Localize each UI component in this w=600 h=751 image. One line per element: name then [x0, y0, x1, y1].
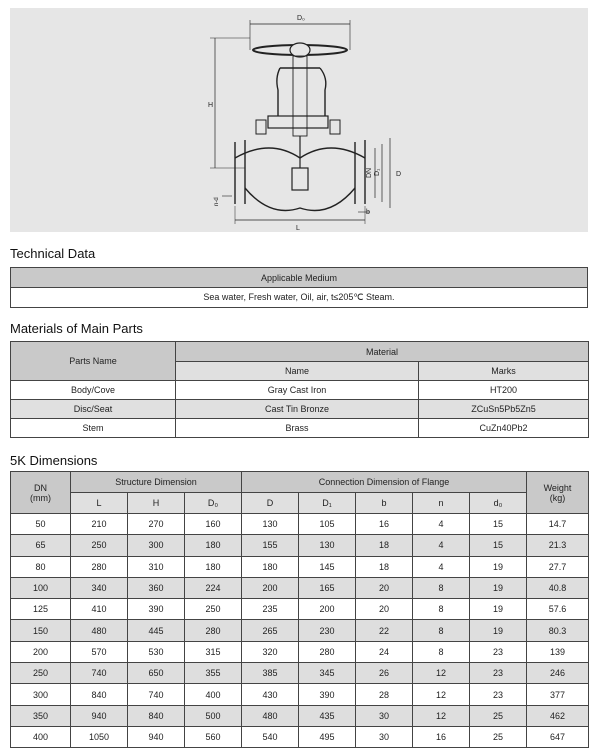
table-cell: 19 — [470, 556, 527, 577]
table-row — [11, 599, 589, 620]
table-cell: 16 — [356, 514, 413, 535]
table-cell: 462 — [527, 705, 589, 726]
label-d0: D₀ — [297, 15, 305, 22]
weight-header — [527, 472, 589, 514]
table-cell: 18 — [356, 556, 413, 577]
technical-data-title: Technical Data — [10, 246, 96, 261]
table-cell: 430 — [242, 684, 299, 705]
table-cell: 12 — [413, 663, 470, 684]
dimensions-title: 5K Dimensions — [10, 453, 98, 468]
table-row — [11, 641, 589, 662]
table-row — [11, 620, 589, 641]
weight-label: Weight — [543, 482, 572, 493]
col-header-b: b — [356, 493, 413, 514]
table-cell: 840 — [71, 684, 128, 705]
table-cell: 300 — [128, 535, 185, 556]
table-cell: 40.8 — [527, 577, 589, 598]
table-cell: 150 — [11, 620, 71, 641]
table-cell: 530 — [128, 641, 185, 662]
table-cell: 18 — [356, 535, 413, 556]
table-cell: 26 — [356, 663, 413, 684]
col-header-d-hole: d₀ — [470, 493, 527, 514]
marks-cell: CuZn40Pb2 — [419, 419, 589, 438]
structure-dimension-header: Structure Dimension — [71, 472, 242, 493]
table-cell: 19 — [470, 577, 527, 598]
table-cell: 25 — [470, 705, 527, 726]
table-cell: 15 — [470, 514, 527, 535]
table-row — [11, 684, 589, 705]
valve-drawing — [10, 8, 588, 232]
table-cell: 20 — [356, 577, 413, 598]
material-name-header: Name — [176, 362, 419, 381]
table-cell: 320 — [242, 641, 299, 662]
table-cell: 500 — [185, 705, 242, 726]
table-cell: 22 — [356, 620, 413, 641]
label-h: H — [208, 102, 214, 109]
table-cell: 435 — [299, 705, 356, 726]
table-row — [11, 556, 589, 577]
materials-table — [10, 341, 589, 438]
table-cell: 1050 — [71, 726, 128, 747]
table-cell: 14.7 — [527, 514, 589, 535]
table-cell: 155 — [242, 535, 299, 556]
weight-unit: (kg) — [549, 492, 566, 503]
part-cell: Disc/Seat — [11, 400, 176, 419]
valve-drawing-svg — [10, 8, 588, 232]
table-cell: 740 — [128, 684, 185, 705]
col-header-d1: D₁ — [299, 493, 356, 514]
table-cell: 19 — [470, 599, 527, 620]
table-cell: 315 — [185, 641, 242, 662]
table-cell: 8 — [413, 577, 470, 598]
table-cell: 570 — [71, 641, 128, 662]
table-row — [11, 663, 589, 684]
table-row — [11, 514, 589, 535]
table-cell: 25 — [470, 726, 527, 747]
table-cell: 139 — [527, 641, 589, 662]
marks-cell: HT200 — [419, 381, 589, 400]
table-cell: 100 — [11, 577, 71, 598]
table-row — [11, 705, 589, 726]
table-cell: 360 — [128, 577, 185, 598]
label-dn: DN — [366, 167, 373, 178]
material-header: Material — [176, 342, 589, 362]
table-cell: 246 — [527, 663, 589, 684]
table-cell: 180 — [185, 556, 242, 577]
name-cell: Brass — [176, 419, 419, 438]
table-row — [11, 577, 589, 598]
table-cell: 180 — [242, 556, 299, 577]
table-cell: 105 — [299, 514, 356, 535]
col-header-h: H — [128, 493, 185, 514]
table-cell: 350 — [11, 705, 71, 726]
table-cell: 377 — [527, 684, 589, 705]
table-cell: 740 — [71, 663, 128, 684]
table-cell: 8 — [413, 641, 470, 662]
table-cell: 385 — [242, 663, 299, 684]
parts-name-header: Parts Name — [11, 342, 176, 381]
table-cell: 8 — [413, 620, 470, 641]
label-l: L — [296, 225, 300, 232]
label-d1: D₁ — [374, 168, 381, 176]
table-cell: 940 — [71, 705, 128, 726]
table-cell: 480 — [71, 620, 128, 641]
table-cell: 4 — [413, 514, 470, 535]
dimensions-table — [10, 471, 589, 748]
table-cell: 210 — [71, 514, 128, 535]
table-cell: 250 — [71, 535, 128, 556]
table-cell: 445 — [128, 620, 185, 641]
table-cell: 560 — [185, 726, 242, 747]
label-d: D — [396, 171, 402, 178]
table-cell: 410 — [71, 599, 128, 620]
table-cell: 165 — [299, 577, 356, 598]
table-cell: 495 — [299, 726, 356, 747]
table-cell: 12 — [413, 684, 470, 705]
table-cell: 23 — [470, 684, 527, 705]
table-cell: 57.6 — [527, 599, 589, 620]
table-cell: 4 — [413, 556, 470, 577]
table-cell: 300 — [11, 684, 71, 705]
technical-data-table — [10, 267, 588, 308]
table-cell: 160 — [185, 514, 242, 535]
table-cell: 345 — [299, 663, 356, 684]
table-cell: 145 — [299, 556, 356, 577]
table-cell: 27.7 — [527, 556, 589, 577]
marks-cell: ZCuSn5Pb5Zn5 — [419, 400, 589, 419]
table-cell: 8 — [413, 599, 470, 620]
table-cell: 280 — [299, 641, 356, 662]
table-cell: 250 — [11, 663, 71, 684]
table-cell: 200 — [299, 599, 356, 620]
table-cell: 355 — [185, 663, 242, 684]
table-cell: 16 — [413, 726, 470, 747]
name-cell: Gray Cast Iron — [176, 381, 419, 400]
col-header-l: L — [71, 493, 128, 514]
col-header-d0: D₀ — [185, 493, 242, 514]
table-row — [11, 535, 589, 556]
table-cell: 480 — [242, 705, 299, 726]
material-marks-header: Marks — [419, 362, 589, 381]
table-row — [11, 381, 589, 400]
table-cell: 30 — [356, 705, 413, 726]
applicable-medium-value: Sea water, Fresh water, Oil, air, t≤205℃ Steam. — [11, 288, 588, 308]
table-cell: 650 — [128, 663, 185, 684]
table-cell: 250 — [185, 599, 242, 620]
table-cell: 125 — [11, 599, 71, 620]
table-cell: 400 — [11, 726, 71, 747]
table-cell: 400 — [185, 684, 242, 705]
table-cell: 80 — [11, 556, 71, 577]
part-cell: Body/Cove — [11, 381, 176, 400]
table-cell: 840 — [128, 705, 185, 726]
table-cell: 24 — [356, 641, 413, 662]
dn-label: DN — [34, 482, 47, 493]
table-cell: 23 — [470, 663, 527, 684]
flange-dimension-header: Connection Dimension of Flange — [242, 472, 527, 493]
label-n-d: n-d — [214, 197, 220, 206]
table-cell: 21.3 — [527, 535, 589, 556]
table-cell: 12 — [413, 705, 470, 726]
table-cell: 20 — [356, 599, 413, 620]
table-cell: 180 — [185, 535, 242, 556]
table-cell: 50 — [11, 514, 71, 535]
materials-title: Materials of Main Parts — [10, 321, 143, 336]
table-cell: 390 — [299, 684, 356, 705]
applicable-medium-header: Applicable Medium — [11, 268, 588, 288]
dn-unit: (mm) — [30, 492, 51, 503]
table-cell: 23 — [470, 641, 527, 662]
table-cell: 80.3 — [527, 620, 589, 641]
table-cell: 647 — [527, 726, 589, 747]
col-header-n: n — [413, 493, 470, 514]
table-cell: 15 — [470, 535, 527, 556]
table-cell: 235 — [242, 599, 299, 620]
table-cell: 265 — [242, 620, 299, 641]
dn-header — [11, 472, 71, 514]
table-cell: 230 — [299, 620, 356, 641]
table-cell: 940 — [128, 726, 185, 747]
table-cell: 4 — [413, 535, 470, 556]
table-cell: 280 — [185, 620, 242, 641]
table-cell: 270 — [128, 514, 185, 535]
table-cell: 280 — [71, 556, 128, 577]
table-cell: 65 — [11, 535, 71, 556]
table-cell: 19 — [470, 620, 527, 641]
table-row — [11, 400, 589, 419]
table-cell: 540 — [242, 726, 299, 747]
table-cell: 130 — [242, 514, 299, 535]
col-header-d: D — [242, 493, 299, 514]
table-cell: 200 — [11, 641, 71, 662]
table-cell: 200 — [242, 577, 299, 598]
table-cell: 390 — [128, 599, 185, 620]
label-b: b — [366, 209, 370, 216]
table-cell: 30 — [356, 726, 413, 747]
table-cell: 310 — [128, 556, 185, 577]
table-cell: 224 — [185, 577, 242, 598]
table-row — [11, 726, 589, 747]
table-cell: 340 — [71, 577, 128, 598]
name-cell: Cast Tin Bronze — [176, 400, 419, 419]
part-cell: Stem — [11, 419, 176, 438]
table-row — [11, 419, 589, 438]
table-cell: 28 — [356, 684, 413, 705]
table-cell: 130 — [299, 535, 356, 556]
